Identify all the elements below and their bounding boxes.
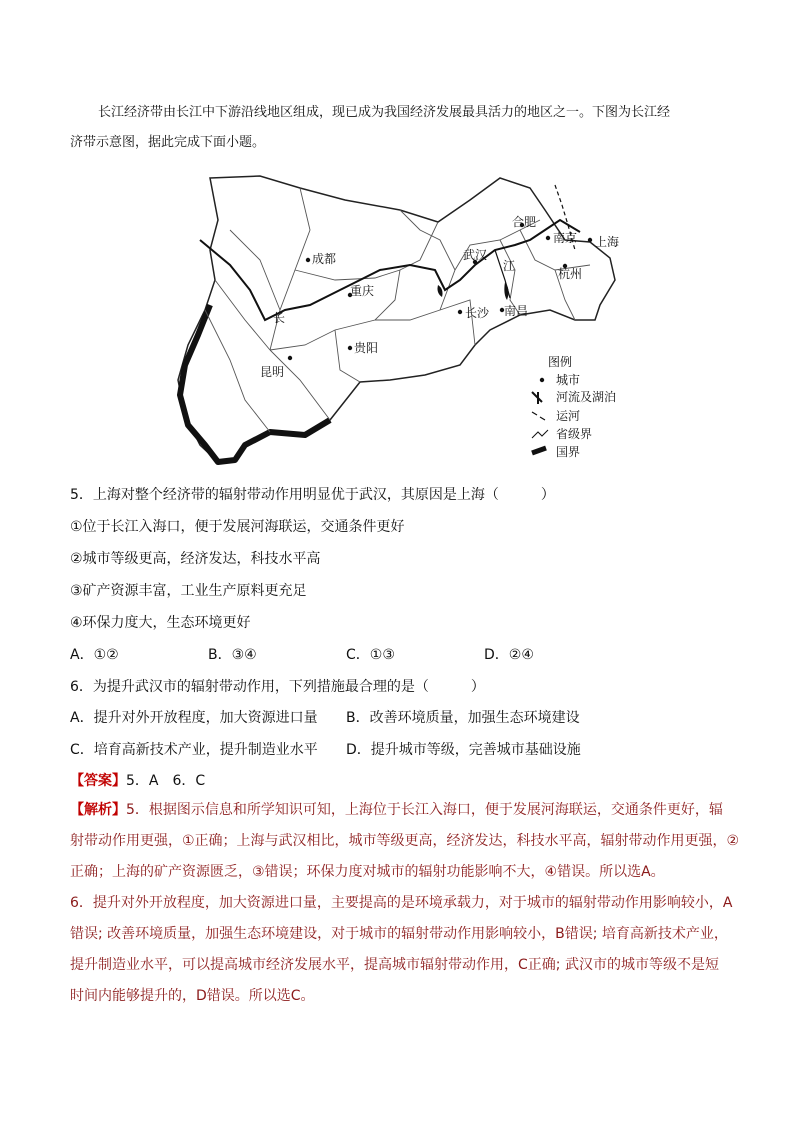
analysis-q6-line-1: 6．提升对外开放程度，加大资源进口量，主要提高的是环境承载力，对于城市的辐射带动作用影响较小，A bbox=[70, 895, 733, 911]
region-outline bbox=[178, 176, 615, 462]
national-border bbox=[180, 305, 330, 462]
legend-national: 国界 bbox=[556, 445, 581, 459]
answer-line bbox=[70, 770, 205, 790]
river-label-jiang: 江 bbox=[503, 259, 516, 273]
q5-statement-1: ①位于长江入海口，便于发展河海联运，交通条件更好 bbox=[70, 519, 405, 535]
q5-option-d: D．②④ bbox=[484, 647, 534, 663]
city-label-changsha: 长沙 bbox=[465, 306, 490, 320]
legend-title: 图例 bbox=[548, 355, 573, 369]
analysis-tag: 【解析】 bbox=[70, 802, 126, 818]
river-label-chang: 长 bbox=[273, 311, 286, 325]
city-label-chengdu: 成都 bbox=[312, 252, 337, 266]
q5-statement-2: ②城市等级更高，经济发达，科技水平高 bbox=[70, 551, 321, 567]
q5-option-c: C．①③ bbox=[346, 647, 395, 663]
answer-tag: 【答案】 bbox=[70, 773, 126, 789]
q5-option-a: A．①② bbox=[70, 647, 119, 663]
city-label-wuhan: 武汉 bbox=[463, 248, 488, 262]
analysis-q5-line-3: 正确；上海的矿产资源匮乏，③错误；环保力度对城市的辐射功能影响不大，④错误。所以选A。 bbox=[70, 864, 665, 880]
legend-canal: 运河 bbox=[556, 409, 581, 423]
q5-option-b: B．③④ bbox=[208, 647, 257, 663]
city-label-hangzhou: 杭州 bbox=[558, 267, 583, 281]
legend-city-icon bbox=[540, 378, 544, 382]
lake-2 bbox=[438, 285, 443, 297]
map-legend bbox=[532, 354, 616, 459]
city-label-guiyang: 贵阳 bbox=[354, 341, 379, 355]
q6-option-b: B．改善环境质量，加强生态环境建设 bbox=[346, 710, 580, 726]
city-label-hefei: 合肥 bbox=[512, 215, 537, 229]
city-label-chongqing: 重庆 bbox=[350, 284, 375, 298]
q5-statement-4: ④环保力度大，生态环境更好 bbox=[70, 615, 251, 631]
q6-option-a: A．提升对外开放程度，加大资源进口量 bbox=[70, 710, 318, 726]
legend-national-icon bbox=[532, 448, 546, 453]
analysis-q6-line-3: 提升制造业水平，可以提高城市经济发展水平，提高城市辐射带动作用，C正确; 武汉市的城市等级不是短 bbox=[70, 957, 719, 973]
legend-river: 河流及湖泊 bbox=[556, 390, 617, 404]
legend-province-icon bbox=[532, 430, 548, 438]
analysis-q5-line-2: 射带动作用更强，①正确；上海与武汉相比，城市等级更高，经济发达，科技水平高，辐射带动作用更强，② bbox=[70, 833, 740, 849]
lake bbox=[504, 282, 508, 300]
intro-paragraph bbox=[70, 98, 730, 158]
analysis-block bbox=[70, 795, 750, 1012]
answer-text: 5．A 6．C bbox=[126, 773, 206, 789]
legend-city: 城市 bbox=[556, 373, 581, 387]
intro-line-2: 济带示意图，据此完成下面小题。 bbox=[70, 135, 266, 150]
analysis-q6-line-4: 时间内能够提升的，D错误。所以选C。 bbox=[70, 988, 315, 1004]
legend-province: 省级界 bbox=[556, 427, 593, 441]
q6-option-d: D．提升城市等级，完善城市基础设施 bbox=[346, 742, 581, 758]
city-label-nanjing: 南京 bbox=[553, 231, 578, 245]
q5-statement-3: ③矿产资源丰富，工业生产原料更充足 bbox=[70, 583, 307, 599]
intro-line-1: 长江经济带由长江中下游沿线地区组成，现已成为我国经济发展最具活力的地区之一。下图为长江经 bbox=[98, 105, 671, 120]
analysis-q5-line-1: 【解析】5．根据图示信息和所学知识可知，上海位于长江入海口，便于发展河海联运，交通条件更好，辐 bbox=[70, 802, 723, 818]
q6-stem: 6．为提升武汉市的辐射带动作用，下列措施最合理的是（ ） bbox=[70, 679, 485, 695]
q5-stem: 5．上海对整个经济带的辐射带动作用明显优于武汉，其原因是上海（ ） bbox=[70, 487, 555, 503]
legend-canal-icon bbox=[532, 412, 545, 420]
analysis-q6-line-2: 错误; 改善环境质量，加强生态环境建设，对于城市的辐射带动作用影响较小，B错误; 培育高新技术产业， bbox=[70, 926, 728, 942]
yangtze-economic-belt-map bbox=[170, 170, 640, 470]
city-label-kunming: 昆明 bbox=[260, 365, 285, 379]
q6-option-c: C．培育高新技术产业，提升制造业水平 bbox=[70, 742, 318, 758]
city-label-shanghai: 上海 bbox=[595, 235, 620, 249]
legend-river-icon bbox=[532, 392, 542, 404]
city-label-nanchang: 南昌 bbox=[504, 304, 529, 318]
